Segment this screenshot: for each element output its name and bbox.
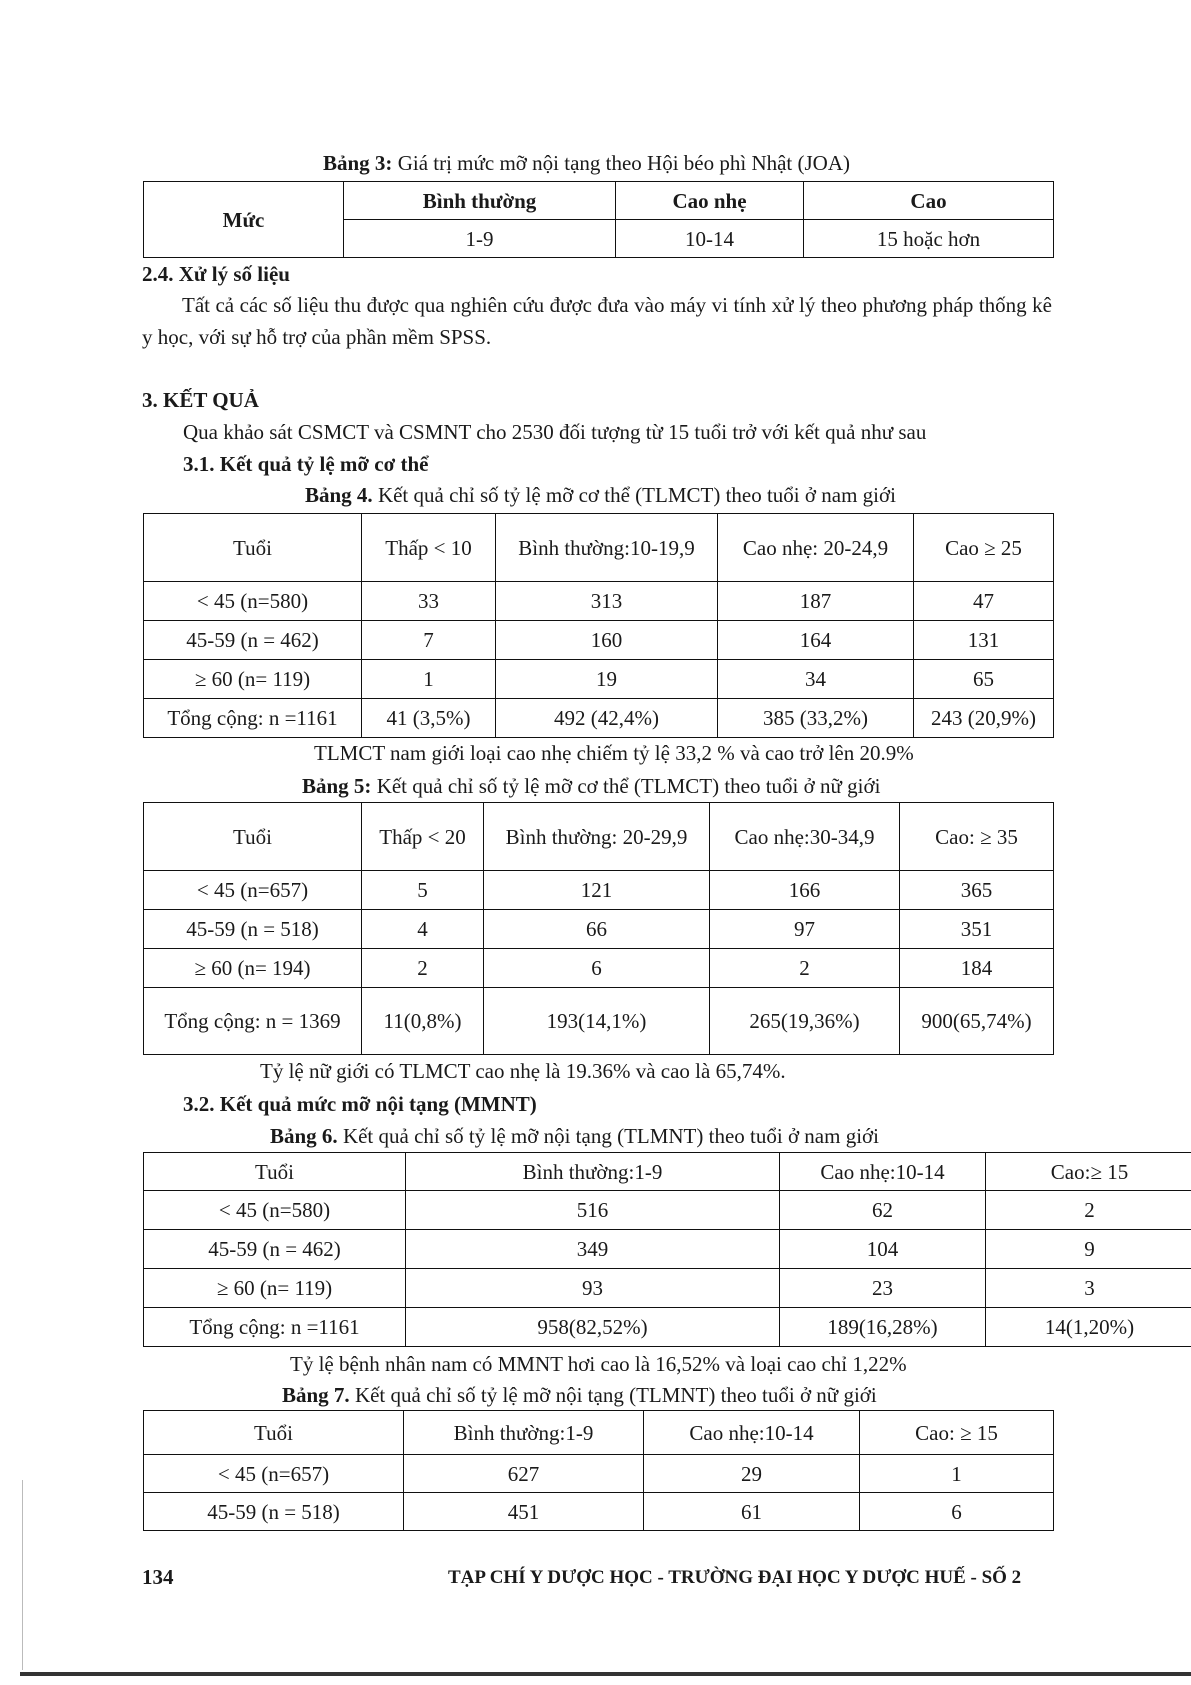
table5-header-low: Thấp < 20	[362, 803, 484, 871]
table-cell: 193(14,1%)	[484, 988, 710, 1055]
table6-header-high: Cao:≥ 15	[986, 1153, 1191, 1191]
table-cell: 3	[986, 1269, 1191, 1308]
table-cell: 45-59 (n = 518)	[144, 910, 362, 949]
table3-header-slight: Cao nhẹ	[616, 182, 804, 220]
table-cell: < 45 (n=580)	[144, 1191, 406, 1230]
table-row-total	[144, 1308, 1191, 1347]
table-row	[144, 910, 1054, 949]
table-row	[144, 949, 1054, 988]
scan-edge-line	[22, 1480, 23, 1670]
table4-header-high: Cao ≥ 25	[914, 514, 1054, 582]
table-cell: 184	[900, 949, 1054, 988]
section-3-1-heading: 3.1. Kết quả tỷ lệ mỡ cơ thể	[183, 452, 429, 476]
table-row	[144, 660, 1054, 699]
table-cell: 627	[404, 1455, 644, 1493]
table-cell: 451	[404, 1493, 644, 1531]
table-cell: < 45 (n=580)	[144, 582, 362, 621]
table-row	[144, 1493, 1054, 1531]
page-number: 134	[142, 1565, 174, 1589]
table-cell: 11(0,8%)	[362, 988, 484, 1055]
table5	[143, 802, 1054, 1055]
table7-header-age: Tuổi	[144, 1411, 404, 1455]
table-cell: 1	[860, 1455, 1054, 1493]
table-cell: 160	[496, 621, 718, 660]
table-cell: 516	[406, 1191, 780, 1230]
table-cell: 2	[362, 949, 484, 988]
table-cell: 33	[362, 582, 496, 621]
table5-header-high: Cao: ≥ 35	[900, 803, 1054, 871]
table-cell: 6	[484, 949, 710, 988]
table7	[143, 1410, 1054, 1531]
table-cell: 958(82,52%)	[406, 1308, 780, 1347]
table-cell: 121	[484, 871, 710, 910]
table-cell: Tổng cộng: n =1161	[144, 1308, 406, 1347]
table-cell: 189(16,28%)	[780, 1308, 986, 1347]
table-cell: 385 (33,2%)	[718, 699, 914, 738]
table-cell: < 45 (n=657)	[144, 1455, 404, 1493]
table5-caption: Bảng 5: Kết quả chỉ số tỷ lệ mỡ cơ thể (TLMCT) theo tuổi ở nữ giới	[302, 774, 881, 798]
section-2-4-heading: 2.4. Xử lý số liệu	[142, 262, 290, 286]
table-cell: 6	[860, 1493, 1054, 1531]
table3-header-normal: Bình thường	[344, 182, 616, 220]
table-cell: 187	[718, 582, 914, 621]
table-cell: 900(65,74%)	[900, 988, 1054, 1055]
table-cell: 2	[710, 949, 900, 988]
section-3-intro: Qua khảo sát CSMCT và CSMNT cho 2530 đối tượng từ 15 tuổi trở với kết quả như sau	[183, 420, 927, 444]
table5-header-slight: Cao nhẹ:30-34,9	[710, 803, 900, 871]
table3-value-normal: 1-9	[344, 220, 616, 258]
table3-value-slight: 10-14	[616, 220, 804, 258]
table-cell: ≥ 60 (n= 119)	[144, 660, 362, 699]
table-cell: 351	[900, 910, 1054, 949]
table-cell: Tổng cộng: n =1161	[144, 699, 362, 738]
table3-header-high: Cao	[804, 182, 1054, 220]
table3-caption: Bảng 3: Giá trị mức mỡ nội tạng theo Hội béo phì Nhật (JOA)	[323, 151, 851, 175]
table6-caption: Bảng 6. Kết quả chỉ số tỷ lệ mỡ nội tạng (TLMNT) theo tuổi ở nam giới	[270, 1124, 879, 1148]
table6-header-slight: Cao nhẹ:10-14	[780, 1153, 986, 1191]
table5-header-age: Tuổi	[144, 803, 362, 871]
table-row	[144, 621, 1054, 660]
section-2-4-paragraph: Tất cả các số liệu thu được qua nghiên cứu được đưa vào máy vi tính xử lý theo phương pháp thống kê y học, với sự hỗ trợ của phần mềm SPSS.	[142, 293, 1052, 349]
table-cell: 29	[644, 1455, 860, 1493]
table4-header-normal: Bình thường:10-19,9	[496, 514, 718, 582]
table4-header-slight: Cao nhẹ: 20-24,9	[718, 514, 914, 582]
table-cell: 492 (42,4%)	[496, 699, 718, 738]
table-cell: 365	[900, 871, 1054, 910]
table4	[143, 513, 1054, 738]
table-cell: 62	[780, 1191, 986, 1230]
table-row	[144, 582, 1054, 621]
table-cell: 243 (20,9%)	[914, 699, 1054, 738]
table4-caption: Bảng 4. Kết quả chỉ số tỷ lệ mỡ cơ thể (TLMCT) theo tuổi ở nam giới	[305, 483, 896, 507]
table3-row-header: Mức	[144, 182, 344, 258]
table7-header-normal: Bình thường:1-9	[404, 1411, 644, 1455]
table-cell: 131	[914, 621, 1054, 660]
table-cell: 313	[496, 582, 718, 621]
table-cell: 14(1,20%)	[986, 1308, 1191, 1347]
table4-note: TLMCT nam giới loại cao nhẹ chiếm tỷ lệ 33,2 % và cao trở lên 20.9%	[314, 741, 914, 765]
table-cell: 65	[914, 660, 1054, 699]
table-row	[144, 871, 1054, 910]
table6-header-normal: Bình thường:1-9	[406, 1153, 780, 1191]
table-cell: 349	[406, 1230, 780, 1269]
table-cell: 4	[362, 910, 484, 949]
table-cell: 61	[644, 1493, 860, 1531]
table5-note: Tỷ lệ nữ giới có TLMCT cao nhẹ là 19.36% và cao là 65,74%.	[260, 1059, 786, 1083]
table-cell: 23	[780, 1269, 986, 1308]
table-cell: 5	[362, 871, 484, 910]
table6-header-age: Tuổi	[144, 1153, 406, 1191]
table-row	[144, 1230, 1191, 1269]
table7-caption: Bảng 7. Kết quả chỉ số tỷ lệ mỡ nội tạng (TLMNT) theo tuổi ở nữ giới	[282, 1383, 877, 1407]
table-cell: 45-59 (n = 462)	[144, 1230, 406, 1269]
table3	[143, 181, 1054, 258]
table-row	[144, 1191, 1191, 1230]
table7-header-high: Cao: ≥ 15	[860, 1411, 1054, 1455]
table-cell: 34	[718, 660, 914, 699]
table-cell: 1	[362, 660, 496, 699]
table-cell: 265(19,36%)	[710, 988, 900, 1055]
table-cell: 164	[718, 621, 914, 660]
table6-note: Tỷ lệ bệnh nhân nam có MMNT hơi cao là 16,52% và loại cao chỉ 1,22%	[290, 1352, 907, 1376]
table-row-total	[144, 699, 1054, 738]
table-cell: 47	[914, 582, 1054, 621]
table-cell: Tổng cộng: n = 1369	[144, 988, 362, 1055]
table-cell: < 45 (n=657)	[144, 871, 362, 910]
table-cell: 93	[406, 1269, 780, 1308]
table-cell: 9	[986, 1230, 1191, 1269]
table-cell: 104	[780, 1230, 986, 1269]
table-cell: 2	[986, 1191, 1191, 1230]
section-3-2-heading: 3.2. Kết quả mức mỡ nội tạng (MMNT)	[183, 1092, 537, 1116]
table3-value-high: 15 hoặc hơn	[804, 220, 1054, 258]
table-cell: ≥ 60 (n= 119)	[144, 1269, 406, 1308]
table-cell: 45-59 (n = 462)	[144, 621, 362, 660]
table7-header-slight: Cao nhẹ:10-14	[644, 1411, 860, 1455]
table6	[143, 1152, 1191, 1347]
table4-header-low: Thấp < 10	[362, 514, 496, 582]
table-cell: ≥ 60 (n= 194)	[144, 949, 362, 988]
table-row-total	[144, 988, 1054, 1055]
table-row	[144, 1269, 1191, 1308]
section-3-heading: 3. KẾT QUẢ	[142, 388, 259, 412]
scan-bottom-border	[20, 1672, 1191, 1676]
table-cell: 7	[362, 621, 496, 660]
table-cell: 66	[484, 910, 710, 949]
table-cell: 19	[496, 660, 718, 699]
table-cell: 97	[710, 910, 900, 949]
journal-footer: TẠP CHÍ Y DƯỢC HỌC - TRƯỜNG ĐẠI HỌC Y DƯỢC HUẾ - SỐ 2	[448, 1567, 1022, 1588]
table5-header-normal: Bình thường: 20-29,9	[484, 803, 710, 871]
table-cell: 45-59 (n = 518)	[144, 1493, 404, 1531]
table-cell: 41 (3,5%)	[362, 699, 496, 738]
table-cell: 166	[710, 871, 900, 910]
table-row	[144, 1455, 1054, 1493]
table4-header-age: Tuổi	[144, 514, 362, 582]
